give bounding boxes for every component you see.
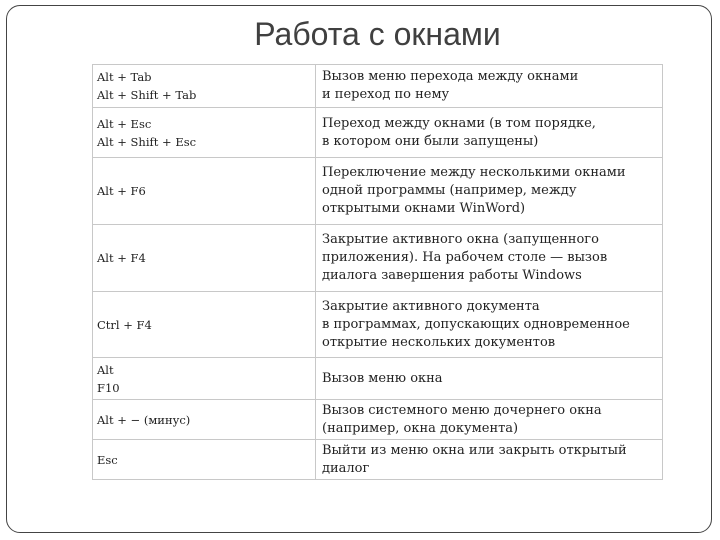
- slide-title: Работа с окнами: [254, 16, 501, 52]
- table-row: [93, 358, 663, 400]
- shortcut-keys-cell: [93, 358, 316, 400]
- description-line: Закрытие активного окна (запущенного: [322, 232, 599, 247]
- description-line: открытие нескольких документов: [322, 334, 556, 350]
- description-line: Закрытие активного документа: [322, 298, 540, 314]
- table-row: [93, 225, 663, 292]
- description-line: Вызов системного меню дочернего окна: [322, 402, 602, 418]
- shortcut-description-cell: [316, 400, 663, 440]
- shortcut-keys-cell: [93, 225, 316, 292]
- description-line: одной программы (например, между: [322, 183, 577, 198]
- shortcut-key: Alt + Shift + Tab: [97, 88, 197, 102]
- table-row: [93, 158, 663, 225]
- table-row: [93, 108, 663, 158]
- description-line: диалог: [322, 460, 370, 476]
- shortcut-description-cell: [316, 65, 663, 108]
- shortcut-key: Alt + − (минус): [97, 412, 191, 427]
- description-line: и переход по нему: [322, 87, 450, 102]
- description-line: (например, окна документа): [322, 420, 519, 436]
- description-line: Выйти из меню окна или закрыть открытый: [322, 442, 627, 458]
- shortcut-keys-cell: [93, 292, 316, 358]
- table-row: [93, 400, 663, 440]
- shortcut-description-cell: [316, 108, 663, 158]
- table-row: [93, 65, 663, 108]
- shortcut-key: Alt + Tab: [97, 70, 152, 84]
- shortcut-keys-cell: [93, 400, 316, 440]
- shortcut-keys-cell: [93, 65, 316, 108]
- shortcut-description-cell: [316, 358, 663, 400]
- shortcut-keys-cell: [93, 108, 316, 158]
- shortcut-key: Alt + Esc: [97, 116, 152, 131]
- description-line: в котором они были запущены): [322, 133, 539, 149]
- shortcut-description-cell: [316, 440, 663, 480]
- shortcut-keys-cell: [93, 440, 316, 480]
- shortcut-key: Ctrl + F4: [97, 317, 152, 332]
- shortcut-description-cell: [316, 292, 663, 358]
- description-line: Переключение между несколькими окнами: [322, 165, 626, 180]
- shortcut-key: Esc: [97, 452, 118, 467]
- shortcut-key: Alt: [97, 362, 114, 377]
- table-row: [93, 292, 663, 358]
- description-line: открытыми окнами WinWord): [322, 201, 526, 216]
- description-line: в программах, допускающих одновременное: [322, 316, 630, 332]
- shortcut-key: F10: [97, 380, 120, 395]
- description-line: Вызов меню окна: [322, 370, 443, 386]
- description-line: Вызов меню перехода между окнами: [322, 69, 579, 84]
- shortcut-key: Alt + F4: [97, 251, 146, 265]
- shortcut-key: Alt + Shift + Esc: [97, 134, 197, 149]
- description-line: Переход между окнами (в том порядке,: [322, 115, 596, 131]
- shortcuts-table: [92, 64, 663, 480]
- description-line: диалога завершения работы Windows: [322, 268, 582, 283]
- shortcut-keys-cell: [93, 158, 316, 225]
- shortcut-key: Alt + F6: [97, 184, 146, 198]
- shortcut-description-cell: [316, 225, 663, 292]
- table-row: [93, 440, 663, 480]
- description-line: приложения). На рабочем столе — вызов: [322, 250, 608, 265]
- shortcut-description-cell: [316, 158, 663, 225]
